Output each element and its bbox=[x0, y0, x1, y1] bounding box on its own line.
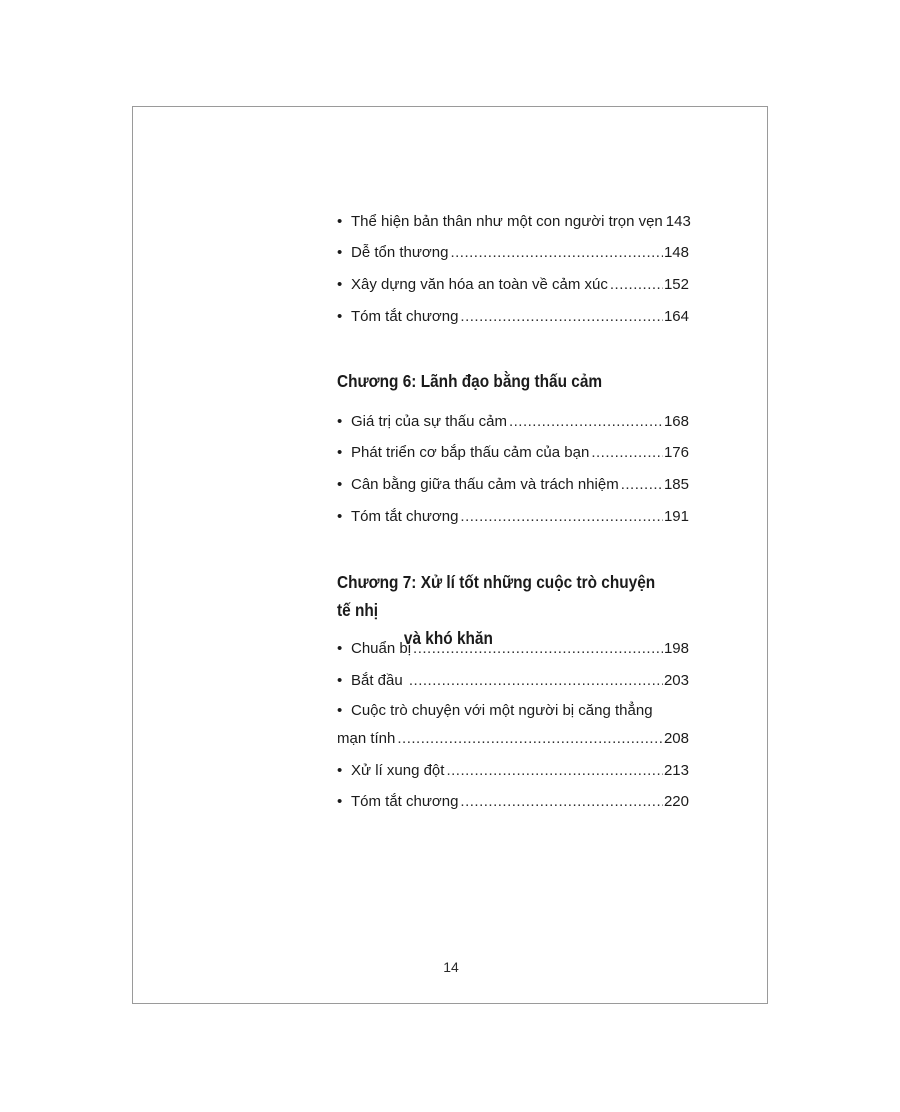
toc-entry-page: 148 bbox=[663, 244, 689, 261]
dot-leader bbox=[621, 473, 663, 497]
dot-leader bbox=[509, 410, 663, 434]
toc-entry-title: Tóm tắt chương bbox=[351, 508, 459, 525]
toc-entry-page: 168 bbox=[663, 413, 689, 430]
bullet: • bbox=[337, 762, 343, 779]
toc-entry-title: Cân bằng giữa thấu cảm và trách nhiệm bbox=[351, 476, 619, 493]
toc-entry-page: 185 bbox=[663, 476, 689, 493]
toc-entry bbox=[337, 790, 689, 814]
toc-entry-title-continued: mạn tính bbox=[337, 730, 396, 747]
toc-entry-title: Giá trị của sự thấu cảm bbox=[351, 413, 507, 430]
toc-entry-title: Chuẩn bị bbox=[351, 640, 412, 657]
bullet: • bbox=[337, 213, 343, 230]
bullet: • bbox=[337, 308, 343, 325]
dot-leader bbox=[460, 305, 663, 329]
bullet: • bbox=[337, 276, 343, 293]
bullet: • bbox=[337, 476, 343, 493]
dot-leader bbox=[591, 441, 663, 465]
toc-entry-page: 198 bbox=[663, 640, 689, 657]
toc-entry-title: Xây dựng văn hóa an toàn về cảm xúc bbox=[351, 276, 608, 293]
toc-entry-title: Cuộc trò chuyện với một người bị căng thẳng bbox=[351, 702, 653, 719]
dot-leader bbox=[450, 241, 663, 265]
toc-entry-line2 bbox=[337, 725, 689, 753]
toc-entry-page: 203 bbox=[663, 672, 689, 689]
toc-entry bbox=[337, 305, 689, 329]
dot-leader bbox=[413, 637, 663, 661]
toc-entry-line1 bbox=[337, 697, 689, 725]
toc-entry bbox=[337, 697, 689, 753]
toc-entry bbox=[337, 473, 689, 497]
toc-entry bbox=[337, 273, 689, 297]
bullet: • bbox=[337, 244, 343, 261]
toc-entry-page: 164 bbox=[663, 308, 689, 325]
dot-leader bbox=[409, 669, 663, 693]
chapter-title-line1: Chương 7: Xử lí tốt những cuộc trò chuyện tế nhị bbox=[337, 572, 656, 620]
toc-entry bbox=[337, 210, 689, 234]
toc-entry bbox=[337, 759, 689, 783]
bullet: • bbox=[337, 672, 343, 689]
chapter-title: Chương 6: Lãnh đạo bằng thấu cảm bbox=[337, 371, 603, 391]
toc-entry-title: Bắt đầu bbox=[351, 672, 407, 689]
chapter-heading bbox=[337, 367, 671, 395]
toc-entry-title: Tóm tắt chương bbox=[351, 793, 459, 810]
toc-entry-title: Dễ tổn thương bbox=[351, 244, 449, 261]
toc-entry-title: Tóm tắt chương bbox=[351, 308, 459, 325]
toc-entry-title: Thể hiện bản thân như một con người trọn vẹn bbox=[351, 213, 663, 230]
toc-entry bbox=[337, 669, 689, 693]
toc-entry-title: Xử lí xung đột bbox=[351, 762, 445, 779]
toc-entry-page: 208 bbox=[663, 730, 689, 747]
toc-entry-title: Phát triển cơ bắp thấu cảm của bạn bbox=[351, 444, 590, 461]
toc-entry bbox=[337, 241, 689, 265]
dot-leader bbox=[460, 505, 663, 529]
dot-leader bbox=[610, 273, 663, 297]
toc-entry bbox=[337, 441, 689, 465]
page-number: 14 bbox=[443, 959, 459, 975]
toc-entry bbox=[337, 505, 689, 529]
dot-leader bbox=[397, 725, 663, 753]
bullet: • bbox=[337, 702, 343, 719]
toc-entry-page: 220 bbox=[663, 793, 689, 810]
chapter-title-line2: và khó khăn bbox=[403, 628, 493, 648]
toc-entry bbox=[337, 410, 689, 434]
bullet: • bbox=[337, 793, 343, 810]
bullet: • bbox=[337, 444, 343, 461]
toc-entry bbox=[337, 637, 689, 661]
dot-leader bbox=[460, 790, 663, 814]
bullet: • bbox=[337, 640, 343, 657]
dot-leader bbox=[446, 759, 663, 783]
toc-entry-page: 213 bbox=[663, 762, 689, 779]
toc-entry-page: 152 bbox=[663, 276, 689, 293]
toc-entry-page: 143 bbox=[665, 213, 691, 230]
toc-entry-page: 176 bbox=[663, 444, 689, 461]
book-page bbox=[132, 106, 768, 1004]
bullet: • bbox=[337, 413, 343, 430]
toc-entry-page: 191 bbox=[663, 508, 689, 525]
bullet: • bbox=[337, 508, 343, 525]
